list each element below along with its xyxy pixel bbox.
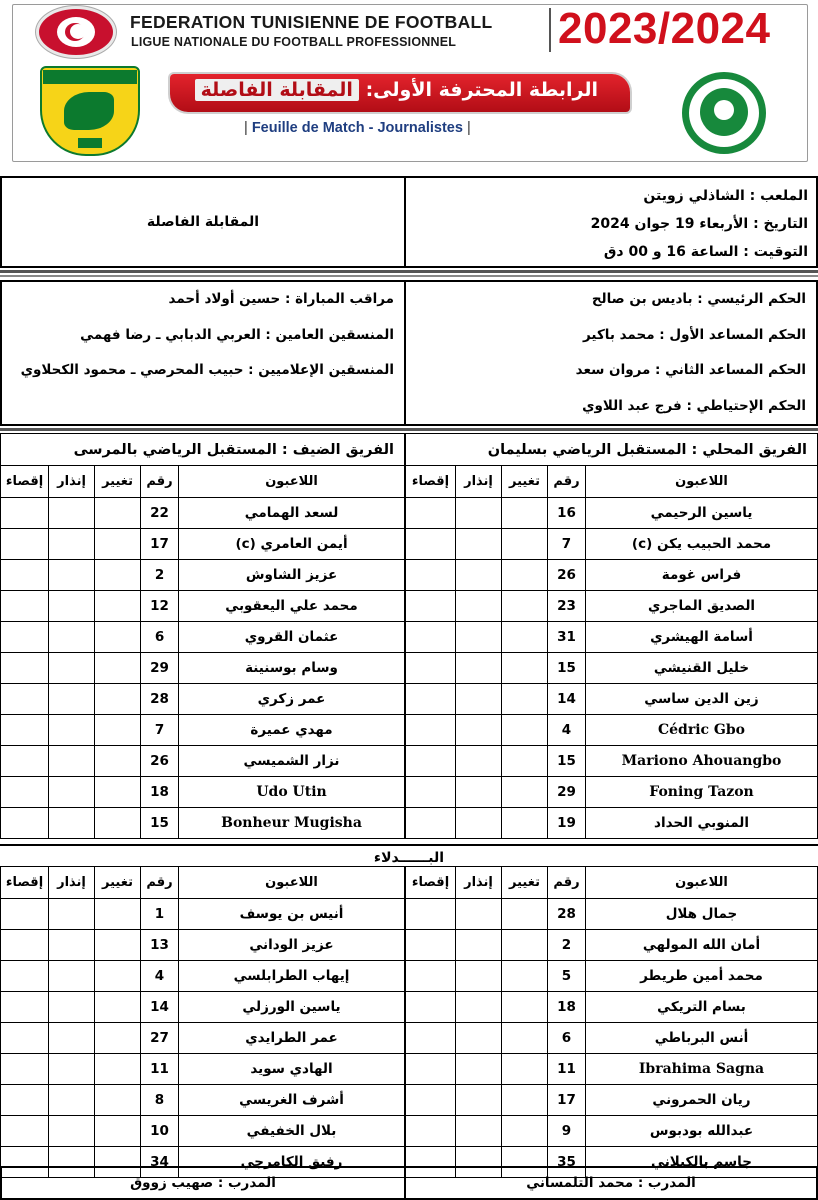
- player-row: [405, 529, 817, 560]
- player-name: زين الدين ساسي: [586, 684, 818, 715]
- expulsion-cell: [406, 992, 456, 1023]
- expulsion-cell: [1, 992, 49, 1023]
- sub-cell: [502, 1085, 548, 1116]
- warning-cell: [456, 746, 502, 777]
- col-number: رقم: [548, 466, 586, 498]
- expulsion-cell: [405, 529, 455, 560]
- player-row: [405, 591, 817, 622]
- player-row: [1, 1116, 405, 1147]
- sub-cell: [95, 591, 141, 622]
- coaches-row: [0, 1166, 818, 1200]
- player-number: 1: [141, 899, 179, 930]
- sub-cell: [502, 777, 548, 808]
- player-row: [406, 1116, 818, 1147]
- player-name: الهادي سويد: [179, 1054, 405, 1085]
- player-number: 26: [141, 746, 179, 777]
- player-number: 26: [548, 560, 586, 591]
- player-number: 19: [548, 808, 586, 839]
- player-row: [1, 746, 405, 777]
- col-warning: إنذار: [456, 867, 502, 899]
- expulsion-cell: [1, 1054, 49, 1085]
- player-name: أيمن العامري (c): [179, 529, 405, 560]
- expulsion-cell: [1, 1085, 49, 1116]
- warning-cell: [456, 992, 502, 1023]
- player-number: 31: [548, 622, 586, 653]
- sub-cell: [502, 1023, 548, 1054]
- expulsion-cell: [405, 808, 455, 839]
- warning-cell: [456, 560, 502, 591]
- warning-cell: [49, 1085, 95, 1116]
- col-players: اللاعبون: [586, 466, 818, 498]
- player-name: محمد علي اليعقوبي: [179, 591, 405, 622]
- player-row: [1, 622, 405, 653]
- player-name: محمد أمين طريطر: [586, 961, 818, 992]
- sub-cell: [502, 653, 548, 684]
- warning-cell: [49, 498, 95, 529]
- player-number: 8: [141, 1085, 179, 1116]
- expulsion-cell: [1, 715, 49, 746]
- away-starters-table: [0, 433, 405, 839]
- player-name: نزار الشميسي: [179, 746, 405, 777]
- expulsion-cell: [1, 808, 49, 839]
- warning-cell: [49, 715, 95, 746]
- warning-cell: [456, 1054, 502, 1085]
- player-number: 17: [548, 1085, 586, 1116]
- player-number: 11: [141, 1054, 179, 1085]
- player-row: [1, 498, 405, 529]
- empty-row: [2, 389, 404, 425]
- col-expulsion: إقصاء: [405, 466, 455, 498]
- expulsion-cell: [405, 684, 455, 715]
- sub-cell: [502, 498, 548, 529]
- warning-cell: [456, 1085, 502, 1116]
- federation-logo-icon: [36, 6, 116, 58]
- away-team-label: الفريق الضيف : المستقبل الرياضي بالمرسى: [1, 434, 405, 466]
- player-name: عمر الطرايدي: [179, 1023, 405, 1054]
- home-subs-table: [405, 866, 818, 1178]
- player-number: 35: [548, 1147, 586, 1178]
- player-row: [1, 777, 405, 808]
- player-row: [406, 961, 818, 992]
- sub-cell: [502, 560, 548, 591]
- col-sub: تغيير: [95, 466, 141, 498]
- expulsion-cell: [405, 560, 455, 591]
- expulsion-cell: [406, 1054, 456, 1085]
- player-row: [405, 498, 817, 529]
- player-row: [406, 1023, 818, 1054]
- sub-cell: [95, 684, 141, 715]
- sub-cell: [95, 715, 141, 746]
- player-name: بسام التريكي: [586, 992, 818, 1023]
- col-warning: إنذار: [49, 466, 95, 498]
- sub-cell: [95, 1116, 141, 1147]
- sub-cell: [502, 622, 548, 653]
- expulsion-cell: [406, 1023, 456, 1054]
- sheet-header: [0, 0, 818, 166]
- player-name: Foning Tazon: [586, 777, 818, 808]
- player-name: أمان الله المولهي: [586, 930, 818, 961]
- warning-cell: [456, 961, 502, 992]
- expulsion-cell: [1, 529, 49, 560]
- player-name: وسام بوسنينة: [179, 653, 405, 684]
- player-row: [405, 746, 817, 777]
- sheet-title-text: Feuille de Match - Journalistes: [251, 120, 463, 136]
- warning-cell: [456, 529, 502, 560]
- banner-prefix: الرابطة المحترفة الأولى:: [365, 79, 598, 101]
- player-row: [406, 1054, 818, 1085]
- player-row: [405, 560, 817, 591]
- player-number: 27: [141, 1023, 179, 1054]
- warning-cell: [49, 622, 95, 653]
- warning-cell: [456, 1116, 502, 1147]
- player-number: 15: [548, 653, 586, 684]
- player-number: 14: [548, 684, 586, 715]
- player-name: أشرف الغريسي: [179, 1085, 405, 1116]
- player-name: مهدي عميرة: [179, 715, 405, 746]
- player-row: [1, 684, 405, 715]
- warning-cell: [49, 684, 95, 715]
- warning-cell: [456, 1023, 502, 1054]
- player-number: 29: [141, 653, 179, 684]
- expulsion-cell: [405, 777, 455, 808]
- player-name: جاسم بالكيلاني: [586, 1147, 818, 1178]
- player-number: 10: [141, 1116, 179, 1147]
- player-row: [1, 560, 405, 591]
- expulsion-cell: [406, 1116, 456, 1147]
- player-name: ياسين الرحيمي: [586, 498, 818, 529]
- warning-cell: [456, 930, 502, 961]
- expulsion-cell: [1, 560, 49, 591]
- player-name: لسعد الهمامي: [179, 498, 405, 529]
- player-name: ياسين الورزلي: [179, 992, 405, 1023]
- sub-cell: [95, 808, 141, 839]
- sub-cell: [95, 622, 141, 653]
- sub-cell: [502, 529, 548, 560]
- player-row: [406, 930, 818, 961]
- player-number: 11: [548, 1054, 586, 1085]
- match-info: [0, 176, 818, 268]
- expulsion-cell: [1, 930, 49, 961]
- player-name: ريان الحمروني: [586, 1085, 818, 1116]
- player-number: 2: [141, 560, 179, 591]
- player-number: 4: [548, 715, 586, 746]
- col-sub: تغيير: [502, 867, 548, 899]
- player-name: أنيس بن يوسف: [179, 899, 405, 930]
- federation-name: FEDERATION TUNISIENNE DE FOOTBALL: [130, 12, 493, 32]
- player-name: فراس غومة: [586, 560, 818, 591]
- expulsion-cell: [1, 1116, 49, 1147]
- warning-cell: [49, 992, 95, 1023]
- player-row: [1, 961, 405, 992]
- player-number: 18: [548, 992, 586, 1023]
- substitutes-title: البــــــدلاء: [0, 844, 818, 872]
- player-row: [1, 1054, 405, 1085]
- sub-cell: [95, 560, 141, 591]
- player-name: عثمان القروي: [179, 622, 405, 653]
- warning-cell: [49, 591, 95, 622]
- player-row: [405, 684, 817, 715]
- sub-cell: [502, 1116, 548, 1147]
- player-row: [1, 992, 405, 1023]
- col-number: رقم: [141, 867, 179, 899]
- player-name: أسامة الهيشري: [586, 622, 818, 653]
- warning-cell: [49, 1023, 95, 1054]
- sheet-title: | Feuille de Match - Journalistes |: [244, 120, 471, 136]
- match-time: التوقيت : الساعة 16 و 00 دق: [603, 244, 808, 260]
- col-sub: تغيير: [502, 466, 548, 498]
- sub-cell: [502, 961, 548, 992]
- expulsion-cell: [1, 961, 49, 992]
- player-name: Udo Utin: [179, 777, 405, 808]
- home-team-label: الفريق المحلي : المستقبل الرياضي بسليمان: [405, 434, 817, 466]
- col-expulsion: إقصاء: [1, 867, 49, 899]
- player-number: 17: [141, 529, 179, 560]
- sub-cell: [95, 746, 141, 777]
- home-starters-table: [405, 433, 818, 839]
- player-name: أنس البرباطي: [586, 1023, 818, 1054]
- warning-cell: [456, 498, 502, 529]
- separator: [0, 428, 818, 431]
- col-players: اللاعبون: [586, 867, 818, 899]
- col-warning: إنذار: [49, 867, 95, 899]
- warning-cell: [49, 1116, 95, 1147]
- away-subs-table: [0, 866, 405, 1178]
- player-name: جمال هلال: [586, 899, 818, 930]
- expulsion-cell: [405, 653, 455, 684]
- competition-banner: [170, 74, 630, 112]
- player-number: 28: [548, 899, 586, 930]
- player-row: [1, 930, 405, 961]
- warning-cell: [456, 591, 502, 622]
- sub-cell: [502, 684, 548, 715]
- home-club-crest-icon: [40, 66, 140, 156]
- sub-cell: [95, 992, 141, 1023]
- warning-cell: [49, 529, 95, 560]
- separator: [0, 270, 818, 273]
- player-name: الصديق الماجري: [586, 591, 818, 622]
- warning-cell: [49, 961, 95, 992]
- player-number: 5: [548, 961, 586, 992]
- player-name: Cédric Gbo: [586, 715, 818, 746]
- col-number: رقم: [141, 466, 179, 498]
- col-number: رقم: [548, 867, 586, 899]
- col-sub: تغيير: [95, 867, 141, 899]
- sub-cell: [502, 715, 548, 746]
- header-divider: [549, 8, 551, 52]
- stadium: الملعب : الشاذلي زويتن: [643, 188, 808, 204]
- sub-cell: [502, 808, 548, 839]
- player-name: عمر زكري: [179, 684, 405, 715]
- banner-highlight: المقابلة الفاصلة: [195, 79, 359, 101]
- col-expulsion: إقصاء: [406, 867, 456, 899]
- warning-cell: [49, 808, 95, 839]
- sub-cell: [95, 1054, 141, 1085]
- player-row: [405, 715, 817, 746]
- expulsion-cell: [1, 591, 49, 622]
- player-number: 15: [141, 808, 179, 839]
- col-expulsion: إقصاء: [1, 466, 49, 498]
- col-players: اللاعبون: [179, 466, 405, 498]
- assistant-referee-1: الحكم المساعد الأول : محمد باكير: [583, 326, 806, 343]
- sub-cell: [95, 529, 141, 560]
- season-label: 2023/2024: [558, 4, 771, 53]
- player-name: بلال الخفيفي: [179, 1116, 405, 1147]
- sub-cell: [95, 1085, 141, 1116]
- match-commissioner: مراقب المباراة : حسين أولاد أحمد: [168, 291, 394, 307]
- sub-cell: [95, 961, 141, 992]
- player-name: خليل القنيشي: [586, 653, 818, 684]
- player-row: [406, 1085, 818, 1116]
- player-name: عزيز الوداني: [179, 930, 405, 961]
- player-row: [405, 622, 817, 653]
- player-row: [405, 777, 817, 808]
- player-number: 23: [548, 591, 586, 622]
- expulsion-cell: [406, 961, 456, 992]
- sub-cell: [95, 899, 141, 930]
- expulsion-cell: [405, 622, 455, 653]
- expulsion-cell: [405, 746, 455, 777]
- player-number: 14: [141, 992, 179, 1023]
- warning-cell: [456, 715, 502, 746]
- expulsion-cell: [405, 715, 455, 746]
- player-name: المنوبي الحداد: [586, 808, 818, 839]
- expulsion-cell: [1, 653, 49, 684]
- player-number: 12: [141, 591, 179, 622]
- player-row: [1, 653, 405, 684]
- player-row: [1, 529, 405, 560]
- warning-cell: [49, 1054, 95, 1085]
- assistant-referee-2: الحكم المساعد الثاني : مروان سعد: [575, 362, 806, 378]
- player-row: [406, 899, 818, 930]
- player-row: [1, 808, 405, 839]
- general-coordinators: المنسقين العامين : العربي الدبابي ـ رضا فهمي: [80, 326, 394, 343]
- media-coordinators: المنسقين الإعلاميين : حبيب المحرصي ـ محمود الكحلاوي: [20, 362, 394, 378]
- player-row: [406, 992, 818, 1023]
- expulsion-cell: [406, 1085, 456, 1116]
- expulsion-cell: [405, 591, 455, 622]
- player-number: 9: [548, 1116, 586, 1147]
- warning-cell: [456, 653, 502, 684]
- player-number: 15: [548, 746, 586, 777]
- expulsion-cell: [406, 930, 456, 961]
- warning-cell: [456, 808, 502, 839]
- player-number: 2: [548, 930, 586, 961]
- sub-cell: [502, 1054, 548, 1085]
- player-number: 16: [548, 498, 586, 529]
- match-sheet: [0, 176, 818, 1200]
- warning-cell: [49, 746, 95, 777]
- player-number: 4: [141, 961, 179, 992]
- player-name: إيهاب الطرابلسي: [179, 961, 405, 992]
- col-players: اللاعبون: [179, 867, 405, 899]
- referee: الحكم الرئيسي : باديس بن صالح: [591, 291, 806, 307]
- expulsion-cell: [1, 622, 49, 653]
- player-row: [405, 808, 817, 839]
- player-name: عبدالله بودبوس: [586, 1116, 818, 1147]
- player-row: [1, 715, 405, 746]
- expulsion-cell: [1, 746, 49, 777]
- warning-cell: [49, 653, 95, 684]
- sub-cell: [95, 1023, 141, 1054]
- expulsion-cell: [1, 777, 49, 808]
- player-name: Mariono Ahouangbo: [586, 746, 818, 777]
- player-row: [1, 899, 405, 930]
- player-number: 28: [141, 684, 179, 715]
- player-name: Ibrahima Sagna: [586, 1054, 818, 1085]
- sub-cell: [95, 777, 141, 808]
- league-name: LIGUE NATIONALE DU FOOTBALL PROFESSIONNEL: [131, 35, 457, 49]
- warning-cell: [456, 684, 502, 715]
- sub-cell: [502, 746, 548, 777]
- warning-cell: [456, 622, 502, 653]
- expulsion-cell: [406, 899, 456, 930]
- reserve-referee: الحكم الإحتياطي : فرج عبد اللاوي: [582, 397, 806, 414]
- sub-cell: [502, 591, 548, 622]
- player-row: [1, 1085, 405, 1116]
- player-number: 22: [141, 498, 179, 529]
- expulsion-cell: [405, 498, 455, 529]
- player-number: 13: [141, 930, 179, 961]
- match-stage: المقابلة الفاصلة: [146, 214, 260, 230]
- away-club-crest-icon: [676, 66, 772, 158]
- player-number: 6: [548, 1023, 586, 1054]
- warning-cell: [49, 899, 95, 930]
- sub-cell: [95, 498, 141, 529]
- warning-cell: [456, 899, 502, 930]
- officials-block: [0, 280, 818, 426]
- sub-cell: [95, 930, 141, 961]
- sub-cell: [95, 653, 141, 684]
- player-row: [1, 1023, 405, 1054]
- player-number: 29: [548, 777, 586, 808]
- player-number: 7: [141, 715, 179, 746]
- player-row: [405, 653, 817, 684]
- player-name: Bonheur Mugisha: [179, 808, 405, 839]
- player-row: [1, 591, 405, 622]
- sub-cell: [502, 930, 548, 961]
- expulsion-cell: [1, 498, 49, 529]
- player-name: محمد الحبيب يكن (c): [586, 529, 818, 560]
- col-warning: إنذار: [456, 466, 502, 498]
- player-number: 18: [141, 777, 179, 808]
- warning-cell: [49, 777, 95, 808]
- match-date: التاريخ : الأربعاء 19 جوان 2024: [590, 216, 808, 232]
- expulsion-cell: [1, 899, 49, 930]
- warning-cell: [49, 560, 95, 591]
- separator: [0, 275, 818, 277]
- sub-cell: [502, 899, 548, 930]
- home-coach: المدرب : محمد التلمساني: [404, 1168, 816, 1198]
- away-coach: المدرب : صهيب زووق: [130, 1175, 276, 1191]
- expulsion-cell: [1, 684, 49, 715]
- player-name: رفيق الكامرجي: [179, 1147, 405, 1178]
- player-number: 6: [141, 622, 179, 653]
- sub-cell: [502, 992, 548, 1023]
- player-name: عزيز الشاوش: [179, 560, 405, 591]
- warning-cell: [49, 930, 95, 961]
- player-number: 7: [548, 529, 586, 560]
- warning-cell: [456, 777, 502, 808]
- expulsion-cell: [1, 1023, 49, 1054]
- player-number: 34: [141, 1147, 179, 1178]
